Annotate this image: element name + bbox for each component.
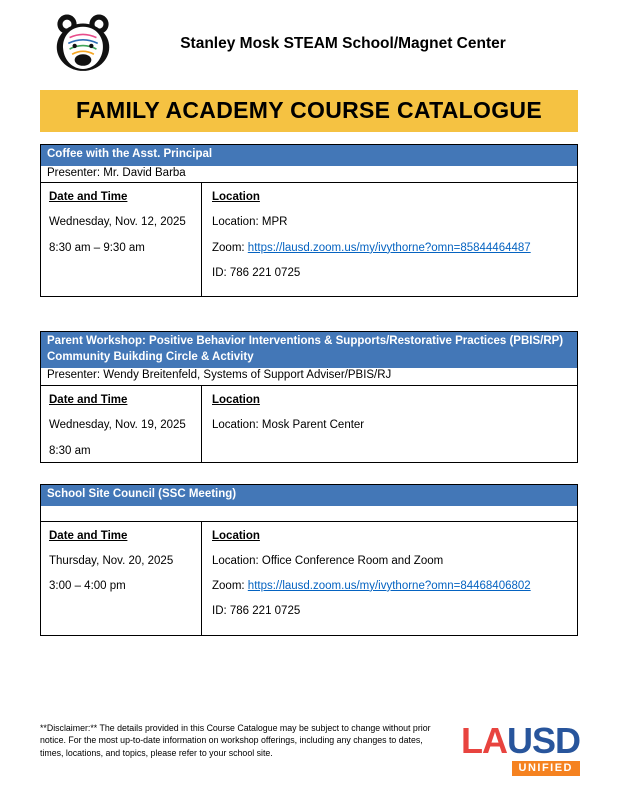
meeting-id-line: ID: 786 221 0725: [212, 267, 301, 280]
section-table: [41, 386, 577, 462]
lausd-unified-banner: UNIFIED: [512, 761, 581, 776]
zoom-line: [212, 579, 571, 593]
school-name: Stanley Mosk STEAM School/Magnet Center: [180, 35, 506, 52]
footer: [40, 722, 580, 776]
section-title: Parent Workshop: Positive Behavior Interventions & Supports/Restorative Practices (PBIS/RP) Community Buikding Circle & Activity: [41, 332, 577, 368]
section-table: [41, 183, 577, 296]
location-cell: [201, 183, 577, 296]
time-line: 8:30 am – 9:30 am: [49, 241, 145, 254]
presenter-row: Presenter: Wendy Breitenfeld, Systems of Support Adviser/PBIS/RJ: [41, 368, 577, 386]
zoom-label: Zoom:: [212, 241, 248, 254]
time-line: 3:00 – 4:00 pm: [49, 579, 126, 592]
date-line: Thursday, Nov. 20, 2025: [49, 554, 174, 567]
date-cell: [41, 386, 201, 462]
date-header: Date and Time: [49, 529, 128, 542]
zoom-line: [212, 241, 571, 255]
location-cell: [201, 522, 577, 635]
section-coffee-with-principal: [40, 144, 578, 297]
bear-mascot-logo-icon: [50, 12, 116, 76]
disclaimer-text: **Disclaimer:** The details provided in this Course Catalogue may be subject to change without prior notice. For the most up-to-date information on workshop offerings, including any changes to dates, times, locations, and topics, please refer to your school site.: [40, 723, 431, 758]
location-cell: [201, 386, 577, 462]
location-header: Location: [212, 394, 260, 407]
time-line: 8:30 am: [49, 444, 91, 457]
zoom-link[interactable]: https://lausd.zoom.us/my/ivythorne?omn=84468406802: [247, 579, 531, 592]
section-school-site-council: [40, 484, 578, 636]
meeting-id-line: ID: 786 221 0725: [212, 605, 301, 618]
location-header: Location: [212, 191, 260, 204]
section-title: Coffee with the Asst. Principal: [41, 145, 577, 166]
zoom-link[interactable]: https://lausd.zoom.us/my/ivythorne?omn=85844464487: [247, 241, 531, 254]
section-title: School Site Council (SSC Meeting): [41, 485, 577, 506]
date-header: Date and Time: [49, 394, 128, 407]
lausd-logo: [460, 720, 580, 776]
location-line: Location: Mosk Parent Center: [212, 419, 365, 432]
presenter-row: Presenter: Mr. David Barba: [41, 166, 577, 184]
date-line: Wednesday, Nov. 12, 2025: [49, 216, 186, 229]
location-line: Location: Office Conference Room and Zoom: [212, 554, 444, 567]
header: [40, 12, 578, 76]
date-header: Date and Time: [49, 191, 128, 204]
catalogue-title-banner: FAMILY ACADEMY COURSE CATALOGUE: [40, 90, 578, 132]
section-table: [41, 522, 577, 635]
lausd-wordmark: [460, 720, 580, 761]
section-parent-workshop: [40, 331, 578, 463]
date-line: Wednesday, Nov. 19, 2025: [49, 419, 186, 432]
presenter-row: [41, 506, 577, 522]
date-cell: [41, 183, 201, 296]
location-line: Location: MPR: [212, 216, 288, 229]
location-header: Location: [212, 529, 260, 542]
lausd-wordmark-la: LA: [460, 720, 507, 761]
date-cell: [41, 522, 201, 635]
lausd-wordmark-usd: USD: [506, 720, 580, 761]
zoom-label: Zoom:: [212, 579, 248, 592]
